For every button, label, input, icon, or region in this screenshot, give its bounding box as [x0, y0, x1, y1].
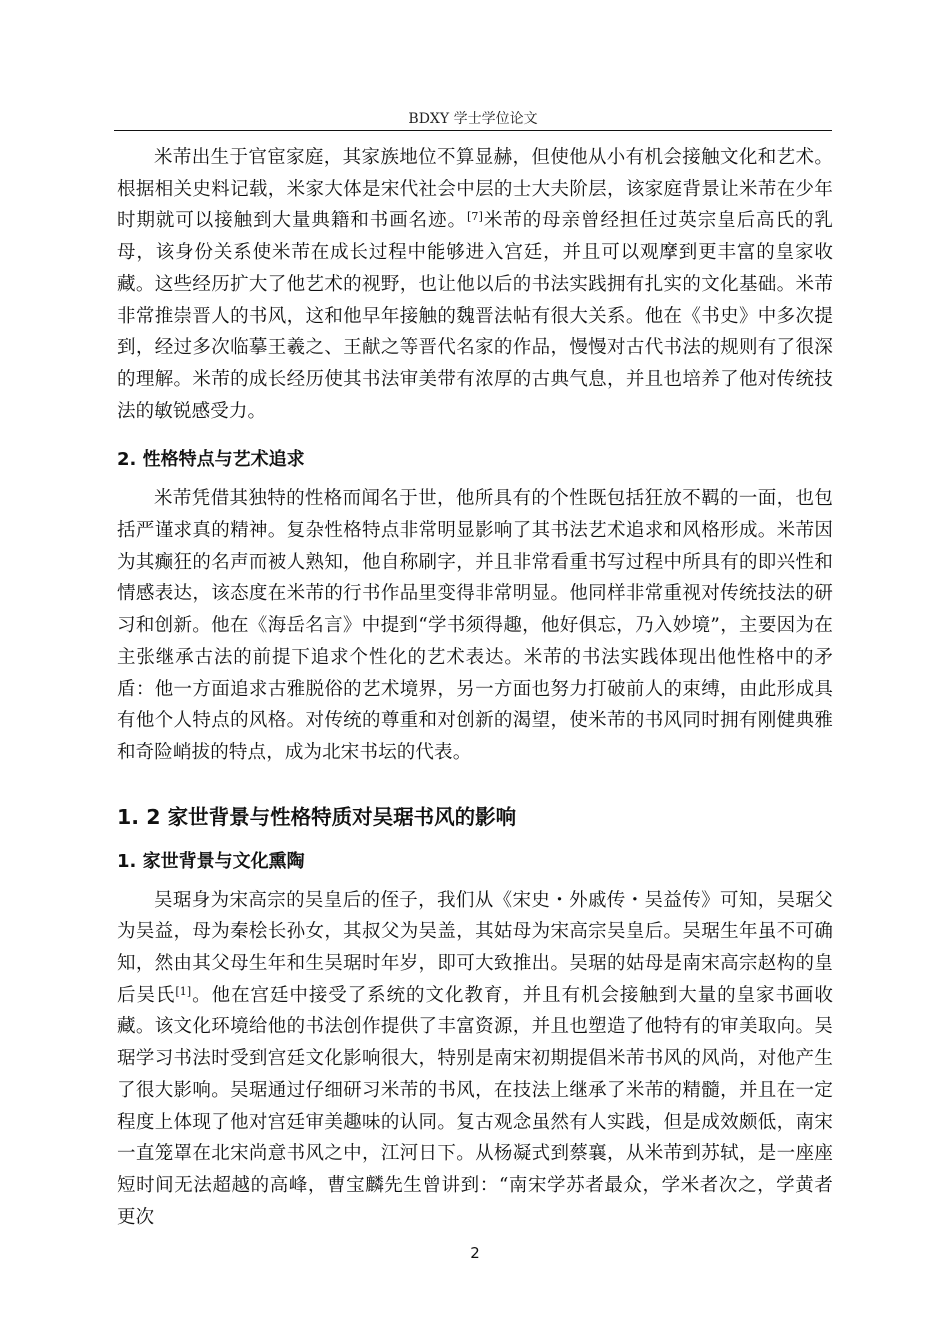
- paragraph-family-background-mifu: [117, 142, 833, 427]
- page-number: 2: [470, 1244, 480, 1262]
- paragraph-text: 。他在宫廷中接受了系统的文化教育，并且有机会接触到大量的皇家书画收藏。该文化环境给他的书法创作提供了丰富资源，并且也塑造了他特有的审美取向。吴琚学习书法时受到宫廷文化影响很大，特别是南宋初期提倡米芾书风的风尚，对他产生了很大影响。吴琚通过仔细研习米芾的书风，在技法上继承了米芾的精髓，并且在一定程度上体现了他对宫廷审美趣味的认同。复古观念虽然有人实践，但是成效颇低，南宋一直笼罩在北宋尚意书风之中，江河日下。从杨凝式到蔡襄，从米芾到苏轼，是一座座短时间无法超越的高峰，曹宝麟先生曾讲到：“南宋学苏者最众，学米者次之，学黄者更次: [117, 984, 834, 1228]
- section-heading: 1. 2 家世背景与性格特质对吴琚书风的影响: [117, 804, 517, 829]
- citation-marker: [7]: [466, 210, 484, 224]
- page-body: [117, 142, 833, 1233]
- paragraph-family-background-wuju: [117, 885, 833, 1234]
- paragraph-text: 米芾的母亲曾经担任过英宗皇后高氏的乳母，该身份关系使米芾在成长过程中能够进入宫廷，并且可以观摩到更丰富的皇家收藏。这些经历扩大了他艺术的视野，也让他以后的书法实践拥有扎实的文化基础。米芾非常推崇晋人的书风，这和他早年接触的魏晋法帖有很大关系。他在《书史》中多次提到，经过多次临摹王羲之、王献之等晋代名家的作品，慢慢对古代书法的规则有了很深的理解。米芾的成长经历使其书法审美带有浓厚的古典气息，并且也培养了他对传统技法的敏锐感受力。: [117, 210, 834, 422]
- paragraph-text: 米芾出生于官宦家庭，其家族地位不算显赫，但使他从小有机会接触文化和艺术。根据相关史料记载，米家大体是宋代社会中层的士大夫阶层，该家庭背景让米芾在少年时期就可以接触到大量典籍和书画名迹。: [117, 147, 833, 232]
- paragraph-personality-mifu: 米芾凭借其独特的性格而闻名于世，他所具有的个性既包括狂放不羁的一面，也包括严谨求真的精神。复杂性格特点非常明显影响了其书法艺术追求和风格形成。米芾因为其癫狂的名声而被人熟知，他自称刷字，并且非常看重书写过程中所具有的即兴性和情感表达，该态度在米芾的行书作品里变得非常明显。他同样非常重视对传统技法的研习和创新。他在《海岳名言》中提到“学书须得趣，他好俱忘，乃入妙境”，主要因为在主张继承古法的前提下追求个性化的艺术表达。米芾的书法实践体现出他性格中的矛盾：他一方面追求古雅脱俗的艺术境界，另一方面也努力打破前人的束缚，由此形成具有他个人特点的风格。对传统的尊重和对创新的渴望，使米芾的书风同时拥有刚健典雅和奇险峭拔的特点，成为北宋书坛的代表。: [117, 488, 833, 763]
- running-header: BDXY 学士学位论文: [408, 111, 538, 127]
- subheading-family-culture: 1. 家世背景与文化熏陶: [117, 850, 305, 872]
- subheading-personality: 2. 性格特点与艺术追求: [117, 449, 305, 471]
- paragraph-text: 吴琚身为宋高宗的吴皇后的侄子，我们从《宋史・外戚传・吴益传》可知，吴琚父为吴益，母为秦桧长孙女，其叔父为吴盖，其姑母为宋高宗吴皇后。吴琚生年虽不可确知，然由其父母生年和生吴琚时年岁，即可大致推出。吴琚的姑母是南宋高宗赵构的皇后吴氏: [117, 889, 833, 1006]
- citation-marker: [1]: [175, 984, 192, 998]
- header-rule: [114, 130, 832, 131]
